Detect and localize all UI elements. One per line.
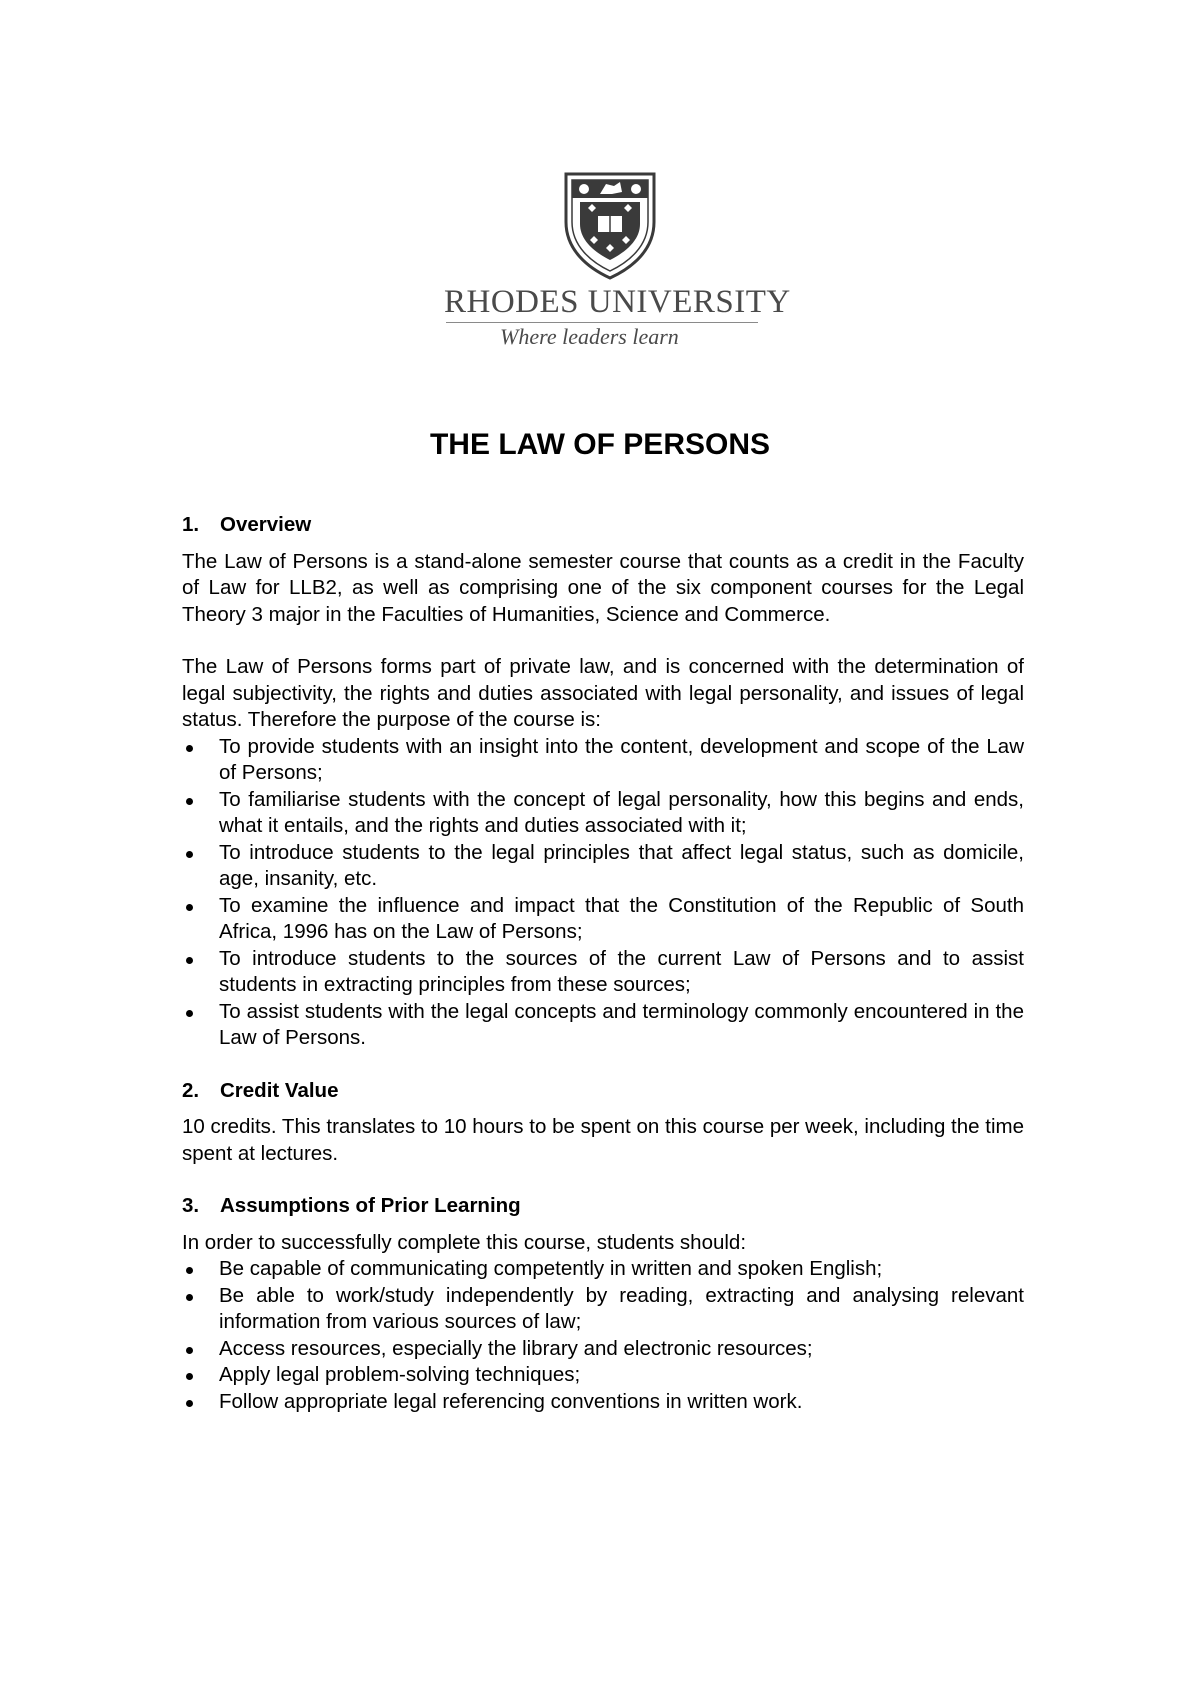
university-logo: [444, 170, 791, 350]
list-item-text: To introduce students to the legal principles that affect legal status, such as domicile, age, insanity, etc.: [219, 840, 1024, 890]
list-item: [182, 840, 1024, 893]
section-title: Assumptions of Prior Learning: [220, 1194, 521, 1217]
list-item: [182, 999, 1024, 1052]
university-crest-icon: [562, 170, 658, 282]
list-item-text: To provide students with an insight into the content, development and scope of the Law of Persons;: [219, 734, 1024, 784]
list-item: [182, 946, 1024, 999]
list-item: [182, 1283, 1024, 1336]
section-heading-prior-learning: [182, 1193, 1024, 1220]
section-number: 1.: [182, 513, 200, 536]
list-item-text: To examine the influence and impact that the Constitution of the Republic of South Africa, 1996 has on the Law of Persons;: [219, 893, 1024, 943]
spacer: [182, 628, 1024, 654]
bullet-icon: [186, 904, 193, 911]
section-number: 3.: [182, 1194, 200, 1217]
list-item-text: Follow appropriate legal referencing conventions in written work.: [219, 1389, 803, 1413]
paragraph: In order to successfully complete this course, students should:: [182, 1230, 747, 1254]
paragraph: 10 credits. This translates to 10 hours to be spent on this course per week, including the time spent at lectures.: [182, 1115, 1024, 1165]
bullet-icon: [186, 1267, 193, 1274]
bullet-icon: [186, 745, 193, 752]
section-title: Credit Value: [220, 1078, 339, 1102]
bullet-icon: [186, 1294, 193, 1301]
paragraph: The Law of Persons forms part of private law, and is concerned with the determination of legal subjectivity, the rights and duties associated with legal personality, and issues of legal status. Therefore the purpose of the course is:: [182, 655, 1024, 731]
document-title: THE LAW OF PERSONS: [429, 428, 771, 461]
spacer: [182, 1167, 1024, 1193]
wordmark-divider: [446, 322, 758, 323]
list-item-text: To assist students with the legal concepts and terminology commonly encountered in the Law of Persons.: [219, 999, 1024, 1049]
list-item: [182, 1336, 1024, 1363]
section-number: 2.: [182, 1078, 200, 1102]
university-tagline: Where leaders learn: [500, 324, 679, 349]
bullet-icon: [186, 1010, 193, 1017]
list-item: [182, 1389, 1024, 1416]
bullet-icon: [186, 1400, 193, 1407]
paragraph: The Law of Persons is a stand-alone semester course that counts as a credit in the Faculty of Law for LLB2, as well as comprising one of the six component courses for the Legal Theory 3 major in the Faculties of Humanities, Science and Commerce.: [182, 549, 1024, 626]
section-title: Overview: [220, 513, 312, 536]
list-item-text: To familiarise students with the concept of legal personality, how this begins and ends, what it entails, and the rights and duties associated with it;: [219, 787, 1024, 837]
bullet-list-prior-learning: [182, 1256, 1024, 1415]
spacer: [182, 1052, 1024, 1078]
document-body: [182, 512, 1024, 1415]
bullet-icon: [186, 851, 193, 858]
list-item: [182, 893, 1024, 946]
bullet-list-course-purpose: [182, 734, 1024, 1052]
list-item-text: To introduce students to the sources of the current Law of Persons and to assist students in extracting principles from these sources;: [219, 946, 1024, 996]
bullet-icon: [186, 957, 193, 964]
bullet-icon: [186, 798, 193, 805]
bullet-icon: [186, 1347, 193, 1354]
section-heading-credit-value: [182, 1078, 1024, 1105]
list-item-text: Be able to work/study independently by reading, extracting and analysing relevant information from various sources of law;: [219, 1283, 1024, 1333]
list-item-text: Access resources, especially the library and electronic resources;: [219, 1336, 813, 1360]
list-item-text: Be capable of communicating competently in written and spoken English;: [219, 1257, 883, 1280]
list-item: [182, 787, 1024, 840]
list-item: [182, 734, 1024, 787]
bullet-icon: [186, 1373, 193, 1380]
list-item-text: Apply legal problem-solving techniques;: [219, 1363, 581, 1386]
university-wordmark: RHODES UNIVERSITY: [444, 284, 791, 320]
list-item: [182, 1256, 1024, 1283]
list-item: [182, 1362, 1024, 1389]
section-heading-overview: [182, 512, 1024, 539]
